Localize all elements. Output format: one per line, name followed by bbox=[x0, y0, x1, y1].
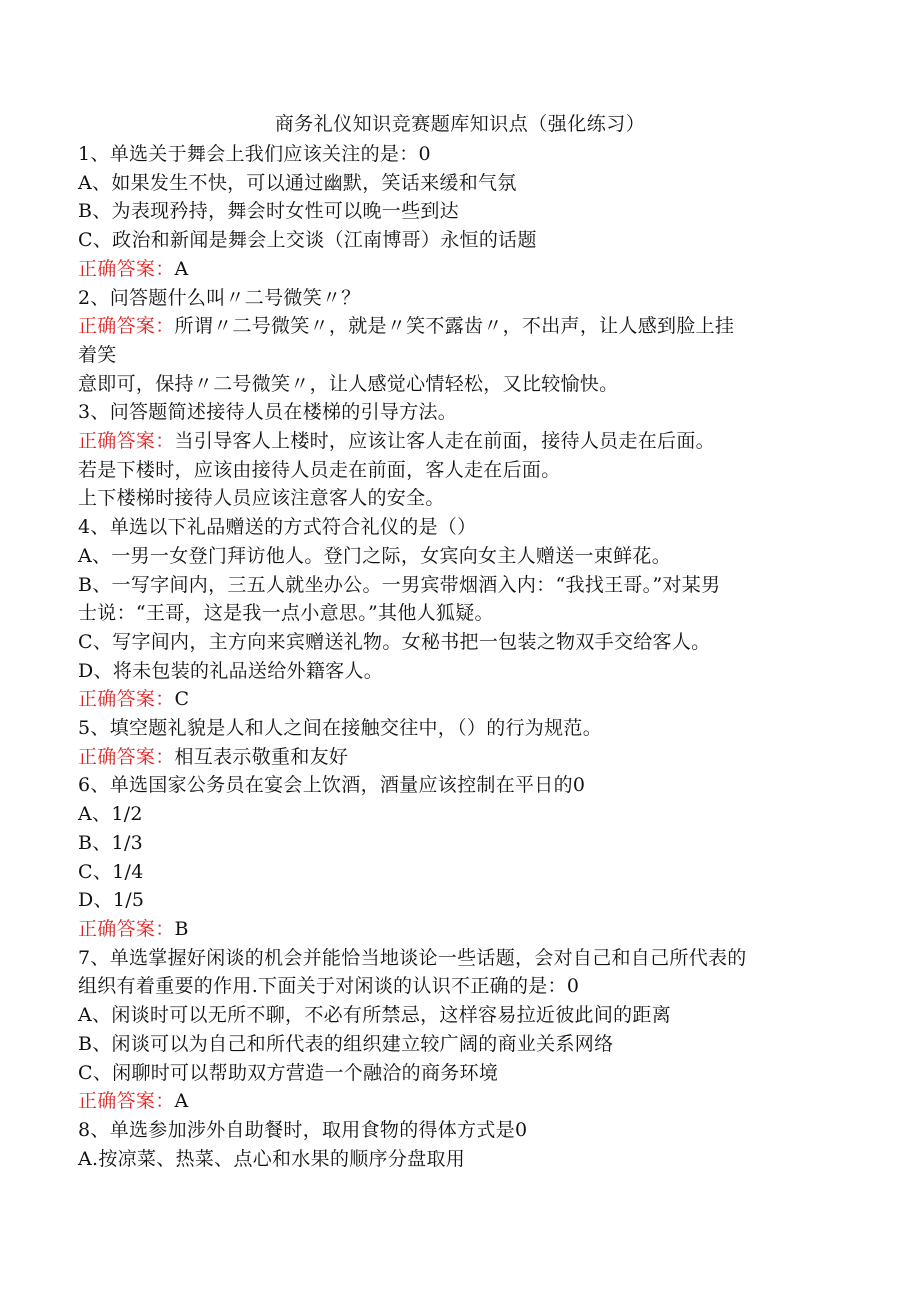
answer-line bbox=[78, 427, 833, 456]
text-line: 士说：“王哥，这是我一点小意思。”其他人狐疑。 bbox=[78, 602, 494, 625]
text-line: A、1/2 bbox=[78, 803, 143, 826]
answer-text: A bbox=[174, 1090, 189, 1113]
answer-text: 当引导客人上楼时，应该让客人走在前面，接待人员走在后面。 bbox=[174, 430, 715, 453]
text-line: 4、单选以下礼品赠送的方式符合礼仪的是（） bbox=[78, 516, 477, 539]
text-line: 意即可，保持〃二号微笑〃，让人感觉心情轻松，又比较愉快。 bbox=[78, 372, 619, 395]
text-line: A、一男一女登门拜访他人。登门之际，女宾向女主人赠送一束鲜花。 bbox=[78, 544, 672, 567]
text-line: 8、单选参加涉外自助餐时，取用食物的得体方式是0 bbox=[78, 1118, 528, 1141]
answer-line bbox=[78, 685, 833, 714]
answer-text: 相互表示敬重和友好 bbox=[174, 745, 349, 768]
text-line: A、闲谈时可以无所不聊，不必有所禁忌，这样容易拉近彼此间的距离 bbox=[78, 1004, 672, 1027]
text-line: 着笑 bbox=[78, 343, 117, 366]
text-line: 5、填空题礼貌是人和人之间在接触交往中，（）的行为规范。 bbox=[78, 717, 602, 740]
answer-text: B bbox=[174, 917, 189, 940]
answer-label: 正确答案： bbox=[78, 688, 175, 711]
answer-text: C bbox=[174, 688, 190, 711]
answer-line bbox=[78, 255, 833, 284]
answer-label: 正确答案： bbox=[78, 1090, 175, 1113]
answer-label: 正确答案： bbox=[78, 315, 175, 338]
text-line: B、1/3 bbox=[78, 831, 144, 854]
text-line: C、政治和新闻是舞会上交谈（江南博哥）永恒的话题 bbox=[78, 229, 537, 252]
text-line: A.按凉菜、热菜、点心和水果的顺序分盘取用 bbox=[78, 1147, 466, 1170]
text-line: B、为表现矜持，舞会时女性可以晚一些到达 bbox=[78, 200, 459, 223]
document-title: 商务礼仪知识竞赛题库知识点（强化练习） bbox=[274, 113, 646, 135]
answer-label: 正确答案： bbox=[78, 257, 175, 280]
answer-line bbox=[78, 1087, 833, 1116]
answer-text: A bbox=[174, 257, 189, 280]
text-line: 上下楼梯时接待人员应该注意客人的安全。 bbox=[78, 487, 445, 510]
text-line: 3、问答题简述接待人员在楼梯的引导方法。 bbox=[78, 401, 458, 424]
text-line: A、如果发生不快，可以通过幽默，笑话来缓和气氛 bbox=[78, 171, 517, 194]
answer-line bbox=[78, 915, 833, 944]
answer-label: 正确答案： bbox=[78, 430, 175, 453]
text-line: B、一写字间内，三五人就坐办公。一男宾带烟酒入内：“我找王哥。”对某男 bbox=[78, 573, 721, 596]
text-line: 组织有着重要的作用.下面关于对闲谈的认识不正确的是：0 bbox=[78, 975, 580, 998]
text-line: D、1/5 bbox=[78, 889, 145, 912]
answer-text: 所谓〃二号微笑〃，就是〃笑不露齿〃，不出声，让人感到脸上挂 bbox=[174, 315, 735, 338]
text-line: D、将未包装的礼品送给外籍客人。 bbox=[78, 659, 384, 682]
answer-label: 正确答案： bbox=[78, 745, 175, 768]
text-line: 1、单选关于舞会上我们应该关注的是：0 bbox=[78, 143, 431, 165]
text-line: 2、问答题什么叫〃二号微笑〃？ bbox=[78, 286, 361, 309]
document-body bbox=[78, 140, 833, 1173]
text-line: 7、单选掌握好闲谈的机会并能恰当地谈论一些话题，会对自己和自己所代表的 bbox=[78, 946, 747, 969]
text-line: B、闲谈可以为自己和所代表的组织建立较广阔的商业关系网络 bbox=[78, 1032, 614, 1055]
answer-line bbox=[78, 312, 833, 341]
answer-label: 正确答案： bbox=[78, 917, 175, 940]
text-line: C、写字间内，主方向来宾赠送礼物。女秘书把一包装之物双手交给客人。 bbox=[78, 630, 711, 653]
text-line: C、1/4 bbox=[78, 860, 144, 883]
text-line: 若是下楼时，应该由接待人员走在前面，客人走在后面。 bbox=[78, 458, 561, 481]
text-line: 6、单选国家公务员在宴会上饮酒，酒量应该控制在平日的0 bbox=[78, 774, 586, 797]
text-line: C、闲聊时可以帮助双方营造一个融洽的商务环境 bbox=[78, 1061, 499, 1084]
answer-line bbox=[78, 743, 833, 772]
